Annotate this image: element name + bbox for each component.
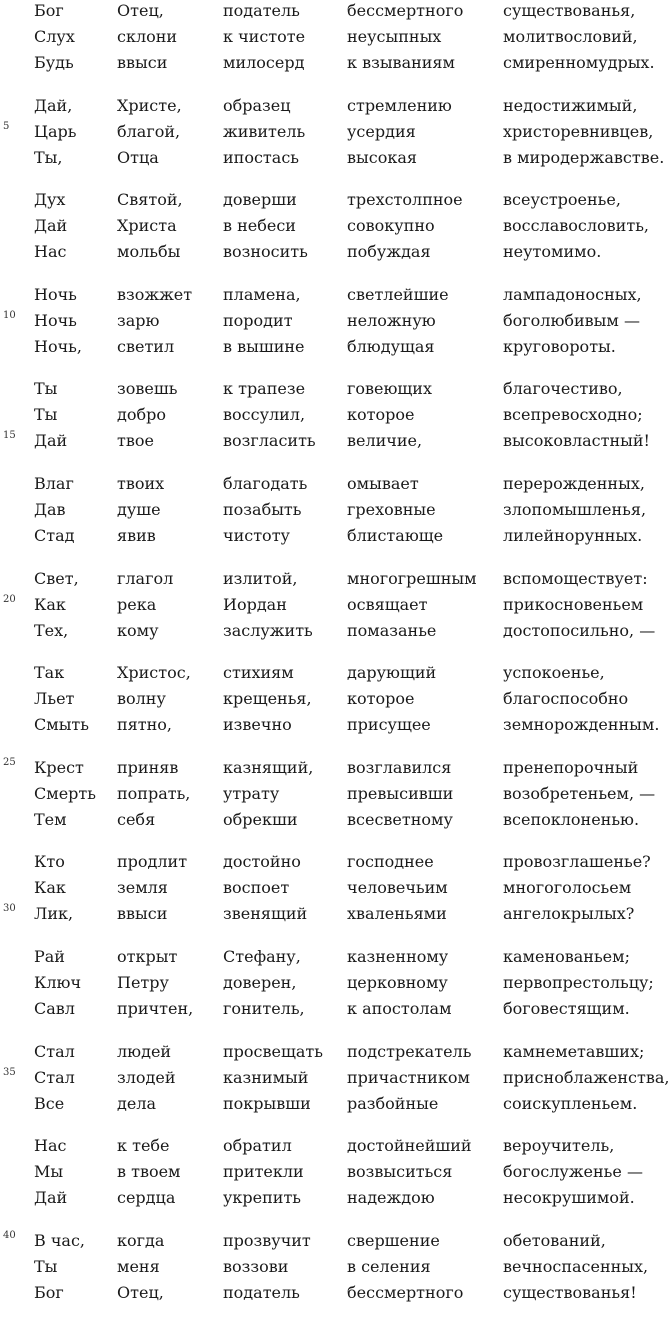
verse-word-col-1: Как [34, 878, 66, 898]
verse-word-col-1: Ночь, [34, 336, 82, 356]
verse-word-col-5: высоковластный! [503, 431, 650, 451]
verse-word-col-3: притекли [223, 1162, 304, 1182]
verse-word-col-1: Ночь [34, 310, 77, 330]
verse-word-col-5: вероучитель, [503, 1136, 615, 1156]
verse-word-col-2: злодей [117, 1067, 176, 1087]
verse-word-col-4: подстрекатель [347, 1041, 472, 1061]
verse-line [0, 875, 669, 901]
verse-word-col-5: соискупленьем. [503, 1093, 638, 1113]
verse-word-col-5: несокрушимой. [503, 1188, 635, 1208]
verse-line [0, 566, 669, 592]
verse-word-col-3: обрекши [223, 809, 298, 829]
verse-word-col-5: христоревнивцев, [503, 121, 654, 141]
verse-word-col-3: пламена, [223, 284, 301, 304]
verse-word-col-5: злопомышленья, [503, 500, 647, 519]
verse-word-col-1: Стал [34, 1041, 75, 1061]
verse-line [0, 145, 669, 171]
verse-word-col-2: дела [117, 1093, 157, 1113]
verse-word-col-4: к взываниям [347, 53, 455, 72]
verse-word-col-3: возносить [223, 242, 308, 262]
verse-word-col-4: надеждою [347, 1188, 435, 1208]
verse-line [0, 1065, 669, 1091]
verse-line [0, 996, 669, 1022]
verse-word-col-4: казненному [347, 947, 449, 966]
verse-line [0, 849, 669, 875]
verse-word-col-3: излитой, [223, 568, 298, 588]
verse-word-col-3: податель [223, 1282, 300, 1302]
verse-word-col-3: звенящий [223, 904, 308, 924]
line-number: 10 [3, 309, 16, 321]
verse-line [0, 901, 669, 927]
verse-line [0, 1159, 669, 1185]
verse-word-col-2: склони [117, 27, 178, 46]
verse-word-col-1: Дав [34, 500, 66, 519]
verse-word-col-4: к апостолам [347, 999, 452, 1018]
verse-word-col-3: доверши [223, 190, 297, 210]
verse-word-col-4: церковному [347, 973, 448, 992]
verse-word-col-4: величие, [347, 431, 423, 451]
verse-word-col-3: покрывши [223, 1093, 311, 1113]
verse-word-col-3: достойно [223, 852, 301, 872]
verse-word-col-2: Христа [117, 216, 177, 236]
verse-line [0, 119, 669, 145]
verse-word-col-2: приняв [117, 757, 179, 777]
verse-word-col-1: Савл [34, 999, 75, 1018]
verse-word-col-3: казнимый [223, 1067, 309, 1087]
verse-word-col-4: неложную [347, 310, 436, 330]
verse-word-col-1: Тех, [34, 620, 69, 640]
verse-word-col-2: кому [117, 620, 159, 640]
verse-word-col-5: всепревосходно; [503, 405, 643, 425]
verse-word-col-4: бессмертного [347, 1, 464, 20]
verse-word-col-1: Дай [34, 216, 68, 236]
line-number: 25 [3, 756, 16, 768]
verse-line [0, 660, 669, 686]
verse-word-col-4: многогрешным [347, 568, 477, 588]
verse-word-col-1: Так [34, 663, 65, 683]
verse-word-col-3: к трапезе [223, 379, 306, 399]
verse-line [0, 24, 669, 50]
verse-word-col-3: ипостась [223, 147, 299, 167]
verse-word-col-5: благоспособно [503, 689, 629, 709]
verse-line [0, 970, 669, 996]
verse-line [0, 187, 669, 213]
verse-word-col-1: Царь [34, 121, 77, 141]
verse-word-col-5: каменованьем; [503, 947, 630, 966]
verse-word-col-1: Ночь [34, 284, 77, 304]
verse-word-col-5: перерожденных, [503, 474, 645, 493]
verse-word-col-1: Стал [34, 1067, 75, 1087]
verse-word-col-4: бессмертного [347, 1282, 464, 1302]
verse-line [0, 334, 669, 360]
verse-word-col-3: в вышине [223, 336, 305, 356]
line-number: 15 [3, 430, 16, 442]
verse-word-col-1: Нас [34, 1136, 67, 1156]
verse-word-col-3: обратил [223, 1136, 292, 1156]
verse-word-col-2: пятно, [117, 715, 172, 735]
verse-word-col-2: Отца [117, 147, 159, 167]
verse-word-col-5: восславословить, [503, 216, 649, 236]
verse-line [0, 213, 669, 239]
verse-line [0, 0, 669, 24]
verse-word-col-3: благодать [223, 474, 308, 493]
verse-word-col-1: Бог [34, 1282, 64, 1302]
verse-word-col-1: Крест [34, 757, 84, 777]
verse-word-col-1: Ты, [34, 147, 63, 167]
verse-word-col-2: причтен, [117, 999, 194, 1018]
verse-line [0, 1133, 669, 1159]
verse-line [0, 497, 669, 523]
verse-word-col-3: породит [223, 310, 293, 330]
line-number: 35 [3, 1066, 16, 1078]
verse-word-col-5: успокоенье, [503, 663, 605, 683]
verse-word-col-5: всеустроенье, [503, 190, 621, 210]
verse-word-col-3: воспоет [223, 878, 290, 898]
verse-word-col-1: Дух [34, 190, 66, 210]
verse-word-col-2: Христос, [117, 663, 191, 683]
verse-word-col-2: светил [117, 336, 175, 356]
verse-word-col-2: меня [117, 1256, 160, 1276]
verse-word-col-3: Иордан [223, 594, 287, 614]
verse-line [0, 471, 669, 497]
verse-word-col-2: открыт [117, 947, 178, 966]
verse-word-col-3: Стефану, [223, 947, 301, 966]
verse-word-col-2: в твоем [117, 1162, 181, 1182]
verse-word-col-4: достойнейший [347, 1136, 472, 1156]
verse-word-col-2: попрать, [117, 783, 191, 803]
verse-word-col-1: В час, [34, 1230, 86, 1250]
verse-word-col-2: волну [117, 689, 166, 709]
verse-line [0, 1185, 669, 1211]
verse-word-col-5: присноблаженства, [503, 1067, 669, 1087]
verse-word-col-1: Все [34, 1093, 65, 1113]
verse-word-col-5: недостижимый, [503, 95, 638, 115]
verse-word-col-2: ввыси [117, 904, 168, 924]
verse-line [0, 376, 669, 402]
verse-word-col-4: хваленьями [347, 904, 447, 924]
verse-word-col-2: твоих [117, 474, 165, 493]
verse-word-col-2: когда [117, 1230, 165, 1250]
verse-word-col-3: стихиям [223, 663, 294, 683]
verse-word-col-4: побуждая [347, 242, 431, 262]
verse-word-col-4: присущее [347, 715, 431, 735]
verse-word-col-1: Рай [34, 947, 65, 966]
verse-word-col-5: камнеметавших; [503, 1041, 645, 1061]
verse-word-col-5: боголюбивым — [503, 310, 640, 330]
verse-word-col-3: податель [223, 1, 300, 20]
verse-word-col-2: Святой, [117, 190, 183, 210]
verse-line [0, 944, 669, 970]
verse-word-col-2: твое [117, 431, 154, 451]
line-number: 30 [3, 903, 16, 915]
verse-word-col-4: господнее [347, 852, 434, 872]
verse-word-col-4: омывает [347, 474, 419, 493]
verse-word-col-1: Кто [34, 852, 65, 872]
verse-word-col-5: первопрестольцу; [503, 973, 654, 992]
verse-word-col-1: Лик, [34, 904, 74, 924]
verse-word-col-1: Смыть [34, 715, 89, 735]
verse-line [0, 93, 669, 119]
verse-word-col-1: Свет, [34, 568, 79, 588]
verse-word-col-1: Льет [34, 689, 75, 709]
verse-word-col-3: прозвучит [223, 1230, 311, 1250]
verse-word-col-4: дарующий [347, 663, 437, 683]
verse-word-col-1: Мы [34, 1162, 64, 1182]
verse-word-col-5: земнорожденным. [503, 715, 660, 735]
verse-word-col-5: прикосновеньем [503, 594, 644, 614]
verse-word-col-2: явив [117, 526, 156, 545]
verse-line [0, 308, 669, 334]
verse-word-col-5: существованья, [503, 1, 636, 20]
verse-word-col-4: в селения [347, 1256, 431, 1276]
verse-word-col-3: милосерд [223, 53, 305, 72]
verse-line [0, 781, 669, 807]
verse-word-col-1: Стад [34, 526, 75, 545]
verse-word-col-4: помазанье [347, 620, 437, 640]
verse-word-col-5: возобретеньем, — [503, 783, 656, 803]
verse-line [0, 282, 669, 308]
verse-word-col-2: людей [117, 1041, 172, 1061]
verse-word-col-3: в небеси [223, 216, 296, 236]
verse-word-col-4: трехстолпное [347, 190, 463, 210]
verse-word-col-4: стремлению [347, 95, 452, 115]
verse-word-col-3: утрату [223, 783, 280, 803]
verse-line [0, 402, 669, 428]
verse-word-col-1: Ты [34, 405, 58, 425]
verse-word-col-2: ввыси [117, 53, 168, 72]
verse-line [0, 1280, 669, 1306]
verse-word-col-2: Отец, [117, 1, 164, 20]
verse-line [0, 618, 669, 644]
verse-word-col-1: Слух [34, 27, 75, 46]
verse-word-col-1: Дай, [34, 95, 73, 115]
verse-word-col-5: достопосильно, — [503, 620, 656, 640]
verse-word-col-1: Дай [34, 431, 68, 451]
verse-word-col-2: взожжет [117, 284, 193, 304]
verse-line [0, 686, 669, 712]
verse-word-col-5: смиренномудрых. [503, 53, 655, 72]
verse-line [0, 1228, 669, 1254]
verse-word-col-2: мольбы [117, 242, 181, 262]
verse-word-col-1: Нас [34, 242, 67, 262]
verse-word-col-5: круговороты. [503, 336, 616, 356]
verse-word-col-2: земля [117, 878, 168, 898]
verse-word-col-5: боговестящим. [503, 999, 630, 1018]
verse-word-col-5: всепоклоненью. [503, 809, 640, 829]
verse-word-col-2: себя [117, 809, 156, 829]
verse-word-col-5: обетований, [503, 1230, 606, 1250]
verse-word-col-2: благой, [117, 121, 181, 141]
verse-word-col-5: богослуженье — [503, 1162, 643, 1182]
verse-word-col-5: вспомоществует: [503, 568, 648, 588]
verse-word-col-2: к тебе [117, 1136, 170, 1156]
verse-word-col-5: вечноспасенных, [503, 1256, 649, 1276]
verse-word-col-2: продлит [117, 852, 188, 872]
verse-word-col-3: заслужить [223, 620, 313, 640]
verse-line [0, 428, 669, 454]
verse-word-col-4: разбойные [347, 1093, 439, 1113]
verse-word-col-5: молитвословий, [503, 27, 638, 46]
verse-word-col-4: свершение [347, 1230, 440, 1250]
verse-word-col-1: Тем [34, 809, 67, 829]
verse-word-col-2: глагол [117, 568, 174, 588]
verse-word-col-2: сердца [117, 1188, 176, 1208]
line-number: 20 [3, 593, 16, 605]
verse-word-col-3: к чистоте [223, 27, 306, 46]
verse-word-col-2: Петру [117, 973, 169, 992]
verse-word-col-4: блистающе [347, 526, 444, 545]
verse-line [0, 1091, 669, 1117]
verse-word-col-3: воззови [223, 1256, 289, 1276]
verse-word-col-4: неусыпных [347, 27, 442, 46]
verse-word-col-2: зарю [117, 310, 160, 330]
verse-word-col-2: Отец, [117, 1282, 164, 1302]
verse-word-col-3: крещенья, [223, 689, 312, 709]
verse-word-col-5: благочестиво, [503, 379, 623, 399]
verse-word-col-2: добро [117, 405, 166, 425]
verse-word-col-3: чистоту [223, 526, 290, 545]
verse-word-col-1: Бог [34, 1, 64, 20]
verse-line [0, 523, 669, 549]
verse-word-col-4: усердия [347, 121, 416, 141]
verse-word-col-4: греховные [347, 500, 436, 519]
verse-word-col-5: пренепорочный [503, 757, 639, 777]
verse-word-col-5: провозглашенье? [503, 852, 651, 872]
verse-word-col-3: доверен, [223, 973, 297, 992]
verse-word-col-2: река [117, 594, 157, 614]
verse-word-col-4: возвыситься [347, 1162, 453, 1182]
verse-line [0, 50, 669, 76]
verse-word-col-3: гонитель, [223, 999, 305, 1018]
verse-word-col-1: Ты [34, 379, 58, 399]
verse-word-col-2: Христе, [117, 95, 182, 115]
verse-word-col-3: просвещать [223, 1041, 323, 1061]
verse-word-col-4: которое [347, 689, 415, 709]
verse-word-col-4: светлейшие [347, 284, 449, 304]
verse-word-col-4: превысивши [347, 783, 454, 803]
verse-word-col-5: существованья! [503, 1282, 637, 1302]
verse-word-col-4: возглавился [347, 757, 452, 777]
verse-line [0, 807, 669, 833]
verse-word-col-5: лилейнорунных. [503, 526, 643, 545]
verse-word-col-3: казнящий, [223, 757, 314, 777]
verse-line [0, 712, 669, 738]
verse-word-col-4: совокупно [347, 216, 435, 236]
verse-word-col-5: ангелокрылых? [503, 904, 635, 924]
verse-word-col-4: высокая [347, 147, 417, 167]
verse-word-col-4: которое [347, 405, 415, 425]
verse-word-col-2: зовешь [117, 379, 178, 399]
verse-word-col-3: образец [223, 95, 291, 115]
verse-word-col-5: неутомимо. [503, 242, 602, 262]
verse-word-col-1: Будь [34, 53, 74, 72]
verse-line [0, 592, 669, 618]
verse-line [0, 1039, 669, 1065]
verse-word-col-1: Смерть [34, 783, 96, 803]
verse-word-col-1: Дай [34, 1188, 68, 1208]
verse-word-col-5: многоголосьем [503, 878, 632, 898]
verse-line [0, 1254, 669, 1280]
verse-word-col-3: позабыть [223, 500, 302, 519]
verse-word-col-5: лампадоносных, [503, 284, 642, 304]
verse-word-col-1: Влаг [34, 474, 74, 493]
verse-word-col-3: укрепить [223, 1188, 302, 1208]
verse-word-col-5: в миродержавстве. [503, 147, 665, 167]
line-number: 5 [3, 120, 10, 132]
verse-word-col-4: говеющих [347, 379, 432, 399]
verse-word-col-1: Как [34, 594, 66, 614]
verse-word-col-4: блюдущая [347, 336, 435, 356]
verse-word-col-4: человечьим [347, 878, 448, 898]
verse-word-col-3: воссулил, [223, 405, 306, 425]
verse-word-col-3: живитель [223, 121, 306, 141]
verse-line [0, 755, 669, 781]
verse-word-col-4: всесветному [347, 809, 453, 829]
line-number: 40 [3, 1229, 16, 1241]
verse-word-col-1: Ключ [34, 973, 82, 992]
verse-word-col-3: возгласить [223, 431, 316, 451]
verse-line [0, 239, 669, 265]
verse-word-col-4: причастником [347, 1067, 470, 1087]
verse-word-col-1: Ты [34, 1256, 58, 1276]
verse-word-col-3: извечно [223, 715, 292, 735]
verse-word-col-4: освящает [347, 594, 428, 614]
verse-word-col-2: душе [117, 500, 161, 519]
